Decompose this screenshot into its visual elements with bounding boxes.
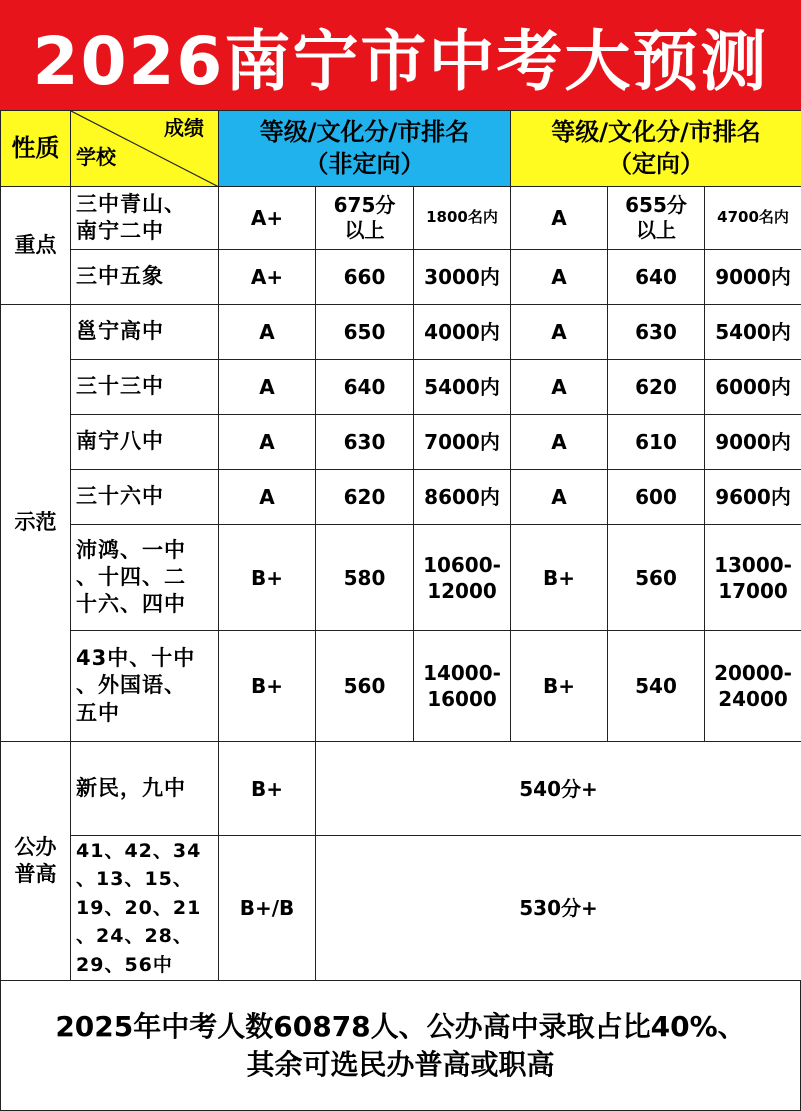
score-cell: 655分 以上 [608,187,705,250]
grade-cell: B+/B [219,836,316,981]
rank-cell: 8600内 [414,470,511,525]
rank-cell: 9600内 [705,470,801,525]
directed-header-line1: 等级/文化分/市排名 [551,118,761,147]
grade-cell: A [511,470,608,525]
prediction-table [0,110,801,981]
grade-cell: B+ [219,631,316,742]
school-cell: 邕宁高中 [71,305,219,360]
school-cell: 新民，九中 [71,742,219,836]
category-public: 公办 普高 [1,742,71,981]
grade-cell: A [511,187,608,250]
table-row [1,742,801,836]
table-row [1,631,801,742]
rank-cell: 9000内 [705,415,801,470]
rank-cell: 13000- 17000 [705,525,801,631]
rank-cell: 5400内 [705,305,801,360]
table-row [1,525,801,631]
corner-score-label: 成绩 [164,116,204,140]
directed-header [511,111,801,187]
grade-cell: A [219,305,316,360]
score-cell: 560 [608,525,705,631]
corner-school-label: 学校 [76,145,116,169]
score-cell: 580 [316,525,414,631]
rank-cell: 6000内 [705,360,801,415]
score-cell: 600 [608,470,705,525]
directed-header-line2: （定向） [608,149,705,178]
rank-cell: 5400内 [414,360,511,415]
corner-header [71,111,219,187]
non-directed-header-line1: 等级/文化分/市排名 [259,118,470,147]
rank-cell: 7000内 [414,415,511,470]
score-cell: 620 [608,360,705,415]
rank-cell: 14000- 16000 [414,631,511,742]
rank-cell: 1800名内 [414,187,511,250]
school-cell: 41、42、34 、13、15、 19、20、21 、24、28、 29、56中 [71,836,219,981]
table-row [1,187,801,250]
score-cell: 660 [316,250,414,305]
rank-cell: 20000- 24000 [705,631,801,742]
grade-cell: A [511,360,608,415]
page-title: 2026南宁市中考大预测 [0,0,801,110]
grade-cell: B+ [219,742,316,836]
score-cell: 630 [316,415,414,470]
table-row [1,250,801,305]
grade-cell: A [511,415,608,470]
table-row [1,360,801,415]
footer-line-1: 2025年中考人数60878人、公办高中录取占比40%、 [55,1009,746,1043]
score-cell: 630 [608,305,705,360]
rank-cell: 4700名内 [705,187,801,250]
nature-header: 性质 [1,111,71,187]
table-row [1,470,801,525]
grade-cell: A [511,250,608,305]
grade-cell: B+ [219,525,316,631]
rank-cell: 10600- 12000 [414,525,511,631]
header-row [1,111,801,187]
score-cell: 650 [316,305,414,360]
footer-note [0,980,801,1111]
score-cell: 640 [316,360,414,415]
score-cell: 610 [608,415,705,470]
school-cell: 三十三中 [71,360,219,415]
table-row [1,305,801,360]
table-row [1,415,801,470]
merged-score-cell: 530分+ [316,836,801,981]
grade-cell: A [511,305,608,360]
rank-cell: 3000内 [414,250,511,305]
grade-cell: A [219,415,316,470]
school-cell: 三中青山、 南宁二中 [71,187,219,250]
score-cell: 640 [608,250,705,305]
category-demo: 示范 [1,305,71,742]
grade-cell: A+ [219,250,316,305]
footer-line-2: 其余可选民办普高或职高 [246,1047,555,1081]
grade-cell: A [219,360,316,415]
merged-score-cell: 540分+ [316,742,801,836]
score-cell: 675分 以上 [316,187,414,250]
school-cell: 三中五象 [71,250,219,305]
grade-cell: B+ [511,525,608,631]
non-directed-header [219,111,511,187]
grade-cell: A+ [219,187,316,250]
grade-cell: A [219,470,316,525]
table-row [1,836,801,981]
school-cell: 南宁八中 [71,415,219,470]
school-cell: 43中、十中 、外国语、 五中 [71,631,219,742]
grade-cell: B+ [511,631,608,742]
non-directed-header-line2: （非定向） [304,149,425,178]
score-cell: 540 [608,631,705,742]
rank-cell: 4000内 [414,305,511,360]
school-cell: 三十六中 [71,470,219,525]
score-cell: 620 [316,470,414,525]
category-key: 重点 [1,187,71,305]
school-cell: 沛鸿、一中 、十四、二 十六、四中 [71,525,219,631]
rank-cell: 9000内 [705,250,801,305]
score-cell: 560 [316,631,414,742]
